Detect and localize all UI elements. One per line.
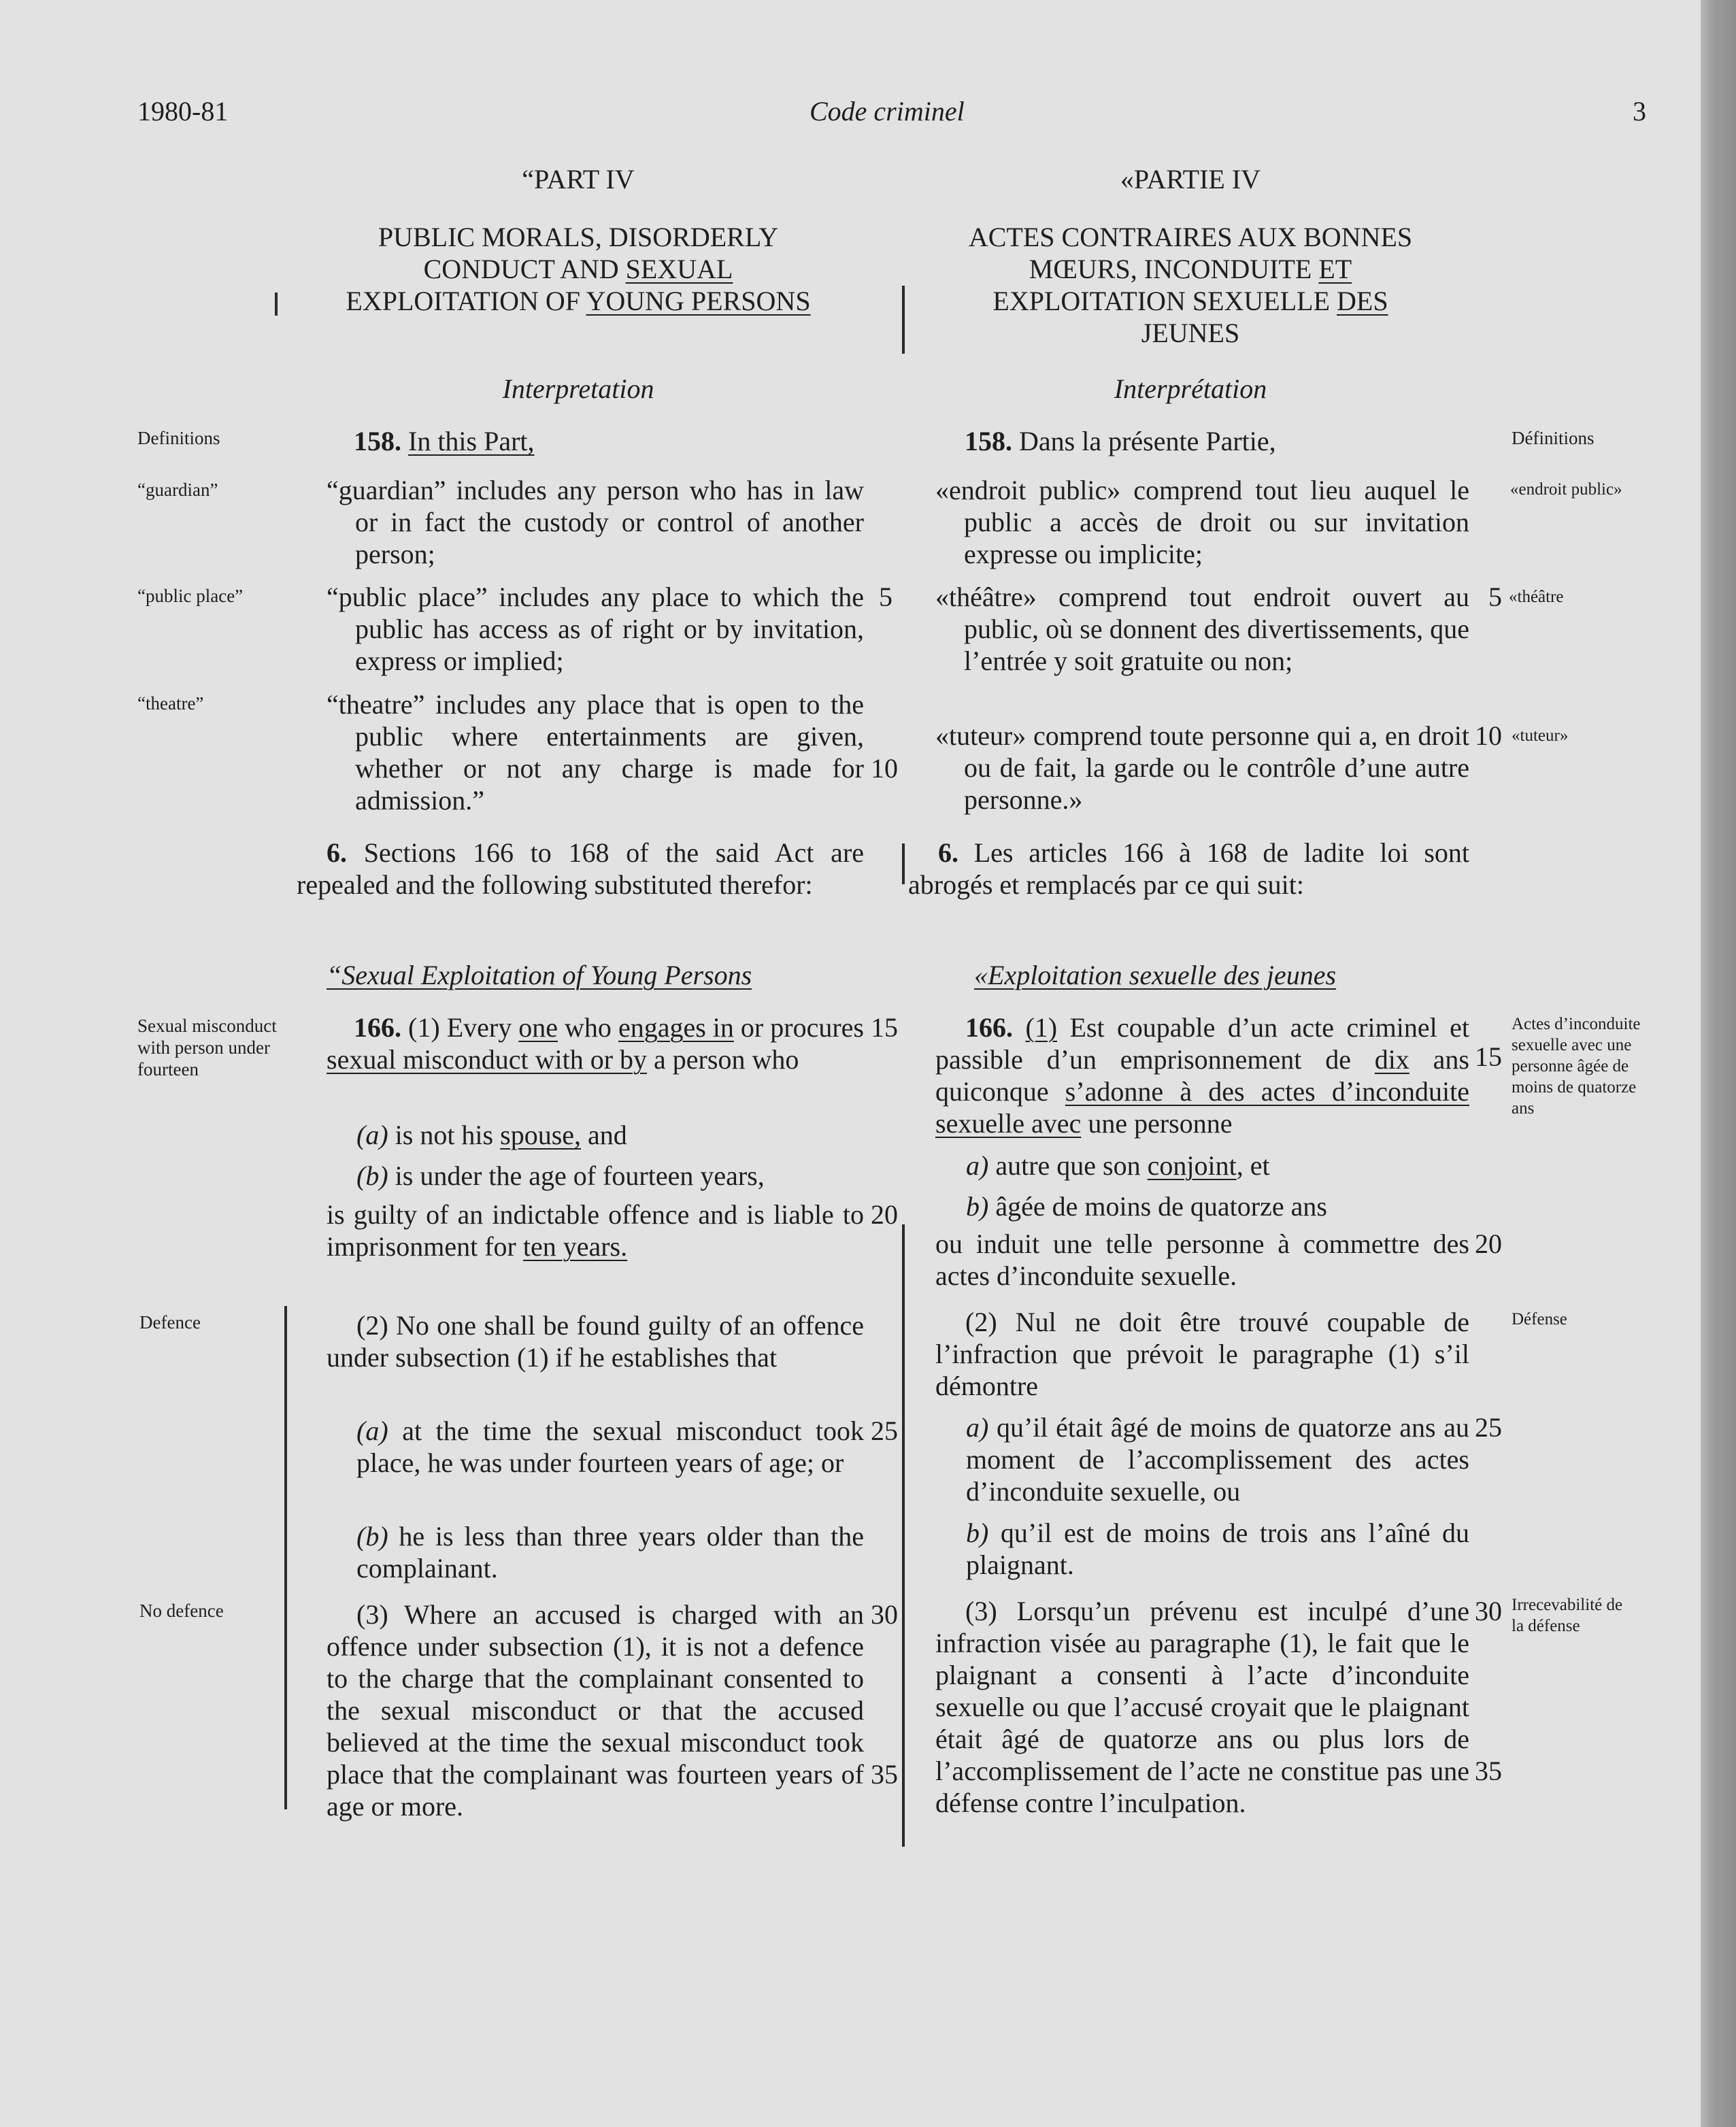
en-section-6: 6. Sections 166 to 168 of the said Act are repealed and the following substituted therefor: [297, 837, 865, 900]
fr-166-2-b: b) qu’il est de moins de trois ans l’aîné du plaignant. [966, 1518, 1469, 1580]
en-interpretation-heading: Interpretation [502, 373, 654, 404]
margin-note-irrecevabilite: Irrecevabilité de la défense [1512, 1596, 1623, 1635]
fr-section-6: 6. Les articles 166 à 168 de ladite loi sont abrogés et remplacés par ce qui suit: [908, 837, 1470, 900]
en-section-158: 158. In this Part, [354, 426, 535, 456]
line-number: 5 [1488, 582, 1502, 612]
line-number: 25 [1475, 1412, 1502, 1443]
en-sexual-exploitation-heading: “Sexual Exploitation of Young Persons [327, 960, 752, 990]
fr-tuteur-definition: «tuteur» comprend toute personne qui a, en droit ou de fait, la garde ou le contrôle d’une autre personne.» [935, 720, 1469, 815]
fr-theatre-definition: «théâtre» comprend tout endroit ouvert au public, où se donnent des divertissements, que l’entrée y soit gratuite ou non; [935, 582, 1469, 676]
margin-note-theatre-fr: «théâtre [1509, 588, 1564, 606]
margin-note-actes: Actes d’inconduite sexuelle avec une personne âgée de moins de quatorze ans [1512, 1015, 1641, 1118]
fr-166-1-a: a) autre que son conjoint, et [966, 1150, 1270, 1181]
en-section-166-1: 166. (1) Every one who engages in or procures sexual misconduct with or by a person who [327, 1012, 864, 1075]
margin-note-no-defence: No defence [139, 1601, 224, 1621]
line-number: 20 [871, 1199, 898, 1230]
fr-section-158: 158. Dans la présente Partie, [965, 426, 1276, 456]
margin-note-guardian: “guardian” [137, 480, 218, 500]
en-166-2-b: (b) he is less than three years older than the complainant. [356, 1521, 864, 1584]
line-number: 35 [871, 1759, 898, 1790]
margin-note-definitions-fr: Définitions [1512, 428, 1595, 448]
book-spine [1701, 0, 1736, 2127]
margin-note-theatre: “theatre” [137, 693, 204, 714]
en-guardian-definition: “guardian” includes any person who has in law or in fact the custody or control of another person; [327, 475, 864, 569]
margin-note-sexual-misconduct: Sexual misconduct with person under fourteen [137, 1016, 277, 1079]
page-number: 3 [1633, 96, 1646, 127]
margin-note-tuteur: «tuteur» [1512, 726, 1569, 745]
fr-part-number: «PARTIE IV [1120, 164, 1261, 195]
fr-166-1-end: ou induit une telle personne à commettre des actes d’inconduite sexuelle. [935, 1228, 1469, 1291]
en-166-1-penalty: is guilty of an indictable offence and is liable to imprisonment for ten years. [327, 1199, 864, 1262]
en-166-1-b: (b) is under the age of fourteen years, [356, 1160, 765, 1191]
en-part-number: “PART IV [522, 164, 635, 195]
fr-sexual-exploitation-heading: «Exploitation sexuelle des jeunes [974, 960, 1337, 990]
line-number: 15 [871, 1012, 898, 1043]
margin-note-defence: Defence [139, 1312, 201, 1333]
fr-endroit-public-definition: «endroit public» comprend tout lieu auquel le public a accès de droit ou sur invitation expresse ou implicite; [935, 475, 1469, 569]
margin-note-endroit-public: «endroit public» [1510, 480, 1622, 499]
line-number: 10 [871, 753, 898, 784]
line-number: 30 [1475, 1596, 1502, 1626]
fr-part-title: ACTES CONTRAIRES AUX BONNES MŒURS, INCONDUITE ET EXPLOITATION SEXUELLE DES JEUNES [968, 222, 1413, 348]
line-number: 25 [871, 1416, 898, 1446]
line-number: 20 [1475, 1228, 1502, 1259]
en-part-title: PUBLIC MORALS, DISORDERLY CONDUCT AND SEXUAL EXPLOITATION OF YOUNG PERSONS [346, 222, 811, 316]
en-section-166-2: (2) No one shall be found guilty of an offence under subsection (1) if he establishes that [327, 1310, 864, 1373]
line-number: 35 [1475, 1756, 1502, 1786]
line-number: 30 [871, 1599, 898, 1630]
line-number: 10 [1475, 720, 1502, 751]
revision-bar [902, 843, 905, 884]
line-number: 15 [1475, 1041, 1502, 1072]
margin-note-public-place: “public place” [137, 586, 244, 606]
fr-section-166-3: (3) Lorsqu’un prévenu est inculpé d’une infraction visée au paragraphe (1), le fait que le plaignant a consenti à l’acte d’inconduite sexuelle ou que l’accusé croyait que le plaignant était âgé de quatorze ans ou plus lors de l’accomplissement de l’acte ne constitue pas une défense contre l’inculpation. [935, 1596, 1469, 1818]
fr-section-166-1: 166. (1) Est coupable d’un acte criminel et passible d’un emprisonnement de dix ans quiconque s’adonne à des actes d’inconduite sexuelle avec une personne [935, 1012, 1469, 1139]
en-theatre-definition: “theatre” includes any place that is open to the public where entertainments are given, whether or not any charge is made for admission.” [327, 689, 864, 816]
fr-166-2-a: a) qu’il était âgé de moins de quatorze ans au moment de l’accomplissement des actes d’inconduite sexuelle, ou [966, 1412, 1469, 1507]
en-section-166-3: (3) Where an accused is charged with an offence under subsection (1), it is not a defence to the charge that the complainant consented to the sexual misconduct or that the accused believed at the time the sexual misconduct took place that the complainant was fourteen years of age or more. [327, 1599, 864, 1822]
en-public-place-definition: “public place” includes any place to which the public has access as of right or by invitation, express or implied; [327, 582, 864, 676]
en-166-1-a: (a) is not his spouse, and [356, 1120, 627, 1150]
en-166-2-a: (a) at the time the sexual misconduct took place, he was under fourteen years of age; or [356, 1416, 864, 1478]
revision-bar [902, 1224, 905, 1847]
revision-bar [284, 1306, 287, 1809]
fr-interpretation-heading: Interprétation [1114, 373, 1267, 404]
fr-166-1-b: b) âgée de moins de quatorze ans [966, 1191, 1327, 1222]
margin-note-definitions: Definitions [137, 428, 220, 448]
header-title: Code criminel [809, 96, 965, 127]
margin-note-defense: Défense [1512, 1310, 1567, 1328]
line-number: 5 [879, 582, 892, 612]
header-year: 1980-81 [137, 96, 229, 127]
fr-section-166-2: (2) Nul ne doit être trouvé coupable de l’infraction que prévoit le paragraphe (1) s’il démontre [935, 1307, 1469, 1401]
